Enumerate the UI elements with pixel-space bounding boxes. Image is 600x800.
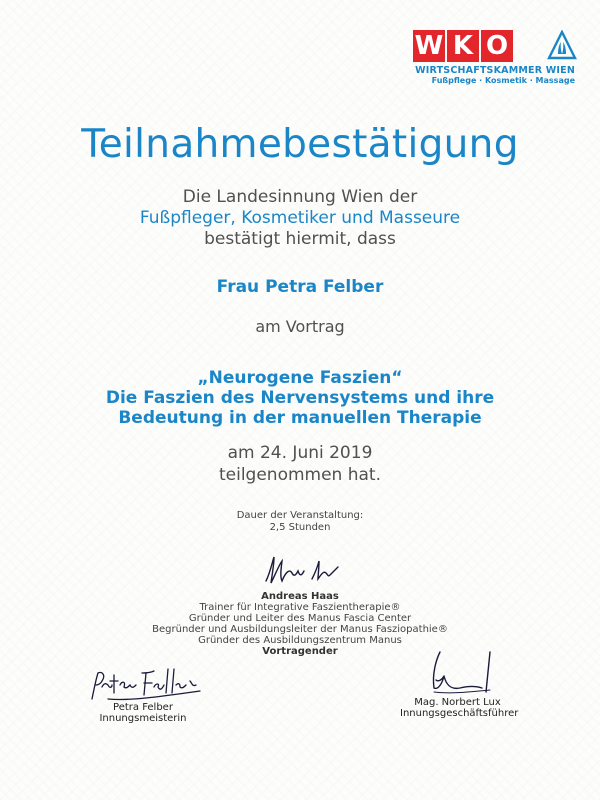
- certificate-title: Teilnahmebestätigung: [81, 122, 519, 167]
- intro-line-2: Fußpfleger, Kosmetiker und Masseure: [139, 208, 461, 228]
- wko-logo: [413, 30, 575, 88]
- speaker-name: Andreas Haas: [261, 591, 339, 602]
- innungsmeisterin-signature: [88, 665, 203, 705]
- participant-name: Frau Petra Felber: [216, 277, 384, 297]
- duration-label: Dauer der Veranstaltung:: [236, 510, 364, 521]
- topic-title: „Neurogene Faszien“: [197, 368, 403, 388]
- duration-value: 2,5 Stunden: [269, 522, 331, 533]
- intro-line-1: Die Landesinnung Wien der: [182, 187, 418, 207]
- logo-chamber-name: WIRTSCHAFTSKAMMER WIEN: [415, 65, 575, 76]
- innungsmeisterin-name: Petra Felber: [113, 702, 173, 713]
- speaker-role-label: Vortragender: [262, 646, 338, 657]
- topic-subtitle-line-1: Die Faszien des Nervensystems und ihre: [105, 388, 495, 408]
- speaker-role-2: Gründer und Leiter des Manus Fascia Center: [188, 613, 412, 624]
- speaker-role-1: Trainer für Integrative Faszientherapie®: [199, 602, 401, 613]
- logo-letters: [413, 30, 515, 62]
- logo-letter-w: W: [414, 31, 444, 61]
- speaker-role-3: Begründer und Ausbildungsleiter der Manus Fasziopathie®: [152, 624, 448, 635]
- speaker-signature: [262, 551, 342, 587]
- event-date: am 24. Juni 2019: [227, 443, 373, 463]
- geschaeftsfuehrer-signature: [420, 648, 500, 698]
- am-vortrag-text: am Vortrag: [255, 317, 345, 336]
- speaker-role-4: Gründer des Ausbildungszentrum Manus: [198, 635, 402, 646]
- intro-line-3: bestätigt hiermit, dass: [204, 229, 396, 249]
- logo-letter-o: O: [481, 30, 513, 62]
- topic-subtitle-line-2: Bedeutung in der manuellen Therapie: [118, 408, 482, 428]
- guild-emblem-icon: [547, 30, 577, 62]
- geschaeftsfuehrer-title: Innungsgeschäftsführer: [400, 708, 519, 719]
- logo-guild-name: Fußpflege · Kosmetik · Massage: [431, 76, 575, 85]
- participation-statement: teilgenommen hat.: [218, 465, 381, 485]
- geschaeftsfuehrer-name: Mag. Norbert Lux: [414, 697, 501, 708]
- logo-letter-k: K: [447, 30, 479, 62]
- innungsmeisterin-title: Innungsmeisterin: [99, 713, 187, 724]
